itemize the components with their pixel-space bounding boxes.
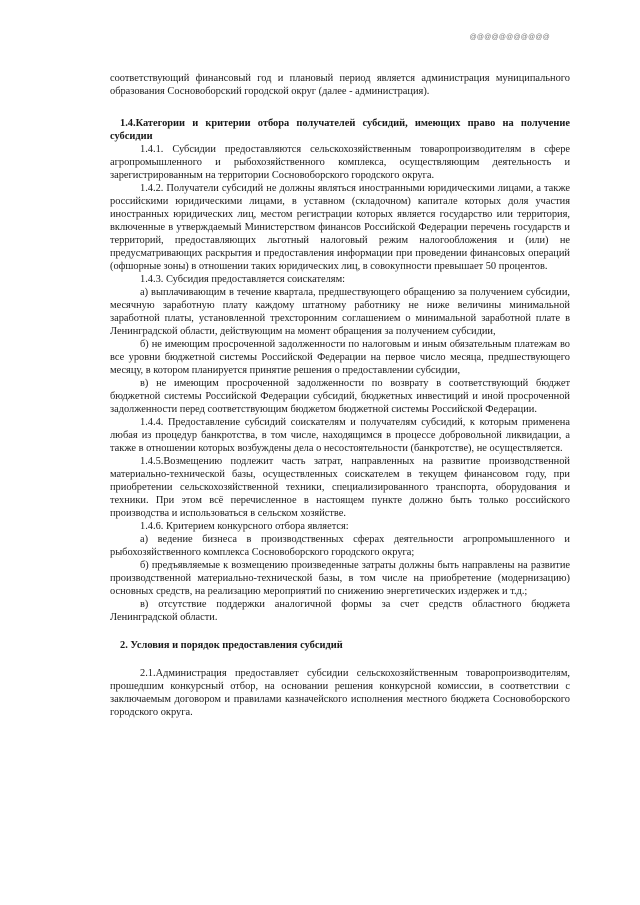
paragraph-2-1: 2.1.Администрация предоставляет субсидии сельскохозяйственным товаропроизводителям, прошедшим конкурсный отбор, на основании решения конкурсной комиссии, в соответствии с заключаемым договором и правилами казначейского исполнения местного бюджета Сосновоборского городского округа. — [110, 668, 570, 718]
paragraph-1-4-6: 1.4.6. Критерием конкурсного отбора является: — [140, 521, 349, 532]
document-body — [110, 72, 570, 719]
header-stamp: @@@@@@@@@@@ — [469, 34, 550, 41]
paragraph-1-4-3-c: в) не имеющим просроченной задолженности по возврату в соответствующий бюджет бюджетной системы Российской Федерации субсидий, бюджетных инвестиций и иной просроченной задолженности перед соответствующим бюджетом бюджетной системы Российской Федерации. — [110, 378, 570, 415]
section-heading-1-4: 1.4.Категории и критерии отбора получателей субсидий, имеющих право на получение субсидии — [110, 118, 570, 142]
paragraph-1-4-5: 1.4.5.Возмещению подлежит часть затрат, направленных на развитие производственной материально-технической базы, осуществленных соискателем в текущем финансовом году, при приобретении сельскохозяйственной техники, специализированного транспорта, оборудования и техники. При этом всё перечисленное в настоящем пункте должно быть только российского производства и использоваться в сельском хозяйстве. — [110, 456, 570, 519]
paragraph-1-4-3-a: а) выплачивающим в течение квартала, предшествующего обращению за получением субсидии, месячную заработную плату каждому штатному работнику не ниже величины минимальной заработной платы, установленной трехсторонним соглашением о минимальной заработной плате в Ленинградской области, действующим на момент обращения за получением субсидии, — [110, 287, 570, 337]
paragraph-intro: соответствующий финансовый год и плановый период является администрация муниципального образования Сосновоборский городской округ (далее - администрация). — [110, 73, 570, 97]
paragraph-1-4-6-a: а) ведение бизнеса в производственных сферах деятельности агропромышленного и рыбохозяйственного комплекса Сосновоборского городского округа; — [110, 534, 570, 558]
paragraph-1-4-6-b: б) предъявляемые к возмещению произведенные затраты должны быть направлены на развитие производственной материально-технической базы, в том числе на приобретение (модернизацию) основных средств, на реализацию мероприятий по снижению энергетических издержек и т.д.; — [110, 560, 570, 597]
paragraph-1-4-4: 1.4.4. Предоставление субсидий соискателям и получателям субсидий, к которым применена любая из процедур банкротства, в том числе, находящимся в процессе добровольной ликвидации, а также в отношении которых возбуждены дела о несостоятельности (банкротстве), не осуществляется. — [110, 417, 570, 454]
paragraph-1-4-2: 1.4.2. Получатели субсидий не должны являться иностранными юридическими лицами, а также российскими юридическими лицами, в уставном (складочном) капитале которых доля участия иностранных юридических лиц, местом регистрации которых является государство или территория, включенные в утверждаемый Министерством финансов Российской Федерации перечень государств и территорий, предоставляющих льготный налоговый режим налогообложения и (или) не предусматривающих раскрытия и предоставления информации при проведении финансовых операций (офшорные зоны) в отношении таких юридических лиц, в совокупности превышает 50 процентов. — [110, 183, 570, 272]
section-heading-2: 2. Условия и порядок предоставления субсидий — [120, 640, 343, 651]
paragraph-1-4-3-b: б) не имеющим просроченной задолженности по налоговым и иным обязательным платежам во все уровни бюджетной системы Российской Федерации на первое число месяца, предшествующего месяцу, в котором планируется принятие решения о предоставлении субсидии, — [110, 339, 570, 376]
paragraph-1-4-1: 1.4.1. Субсидии предоставляются сельскохозяйственным товаропроизводителям в сфере агропромышленного и рыбохозяйственного комплекса, осуществляющим деятельность и зарегистрированным на территории Сосновоборского городского округа. — [110, 144, 570, 181]
paragraph-1-4-6-c: в) отсутствие поддержки аналогичной формы за счет средств областного бюджета Ленинградской области. — [110, 599, 570, 623]
paragraph-1-4-3: 1.4.3. Субсидия предоставляется соискателям: — [140, 274, 346, 285]
